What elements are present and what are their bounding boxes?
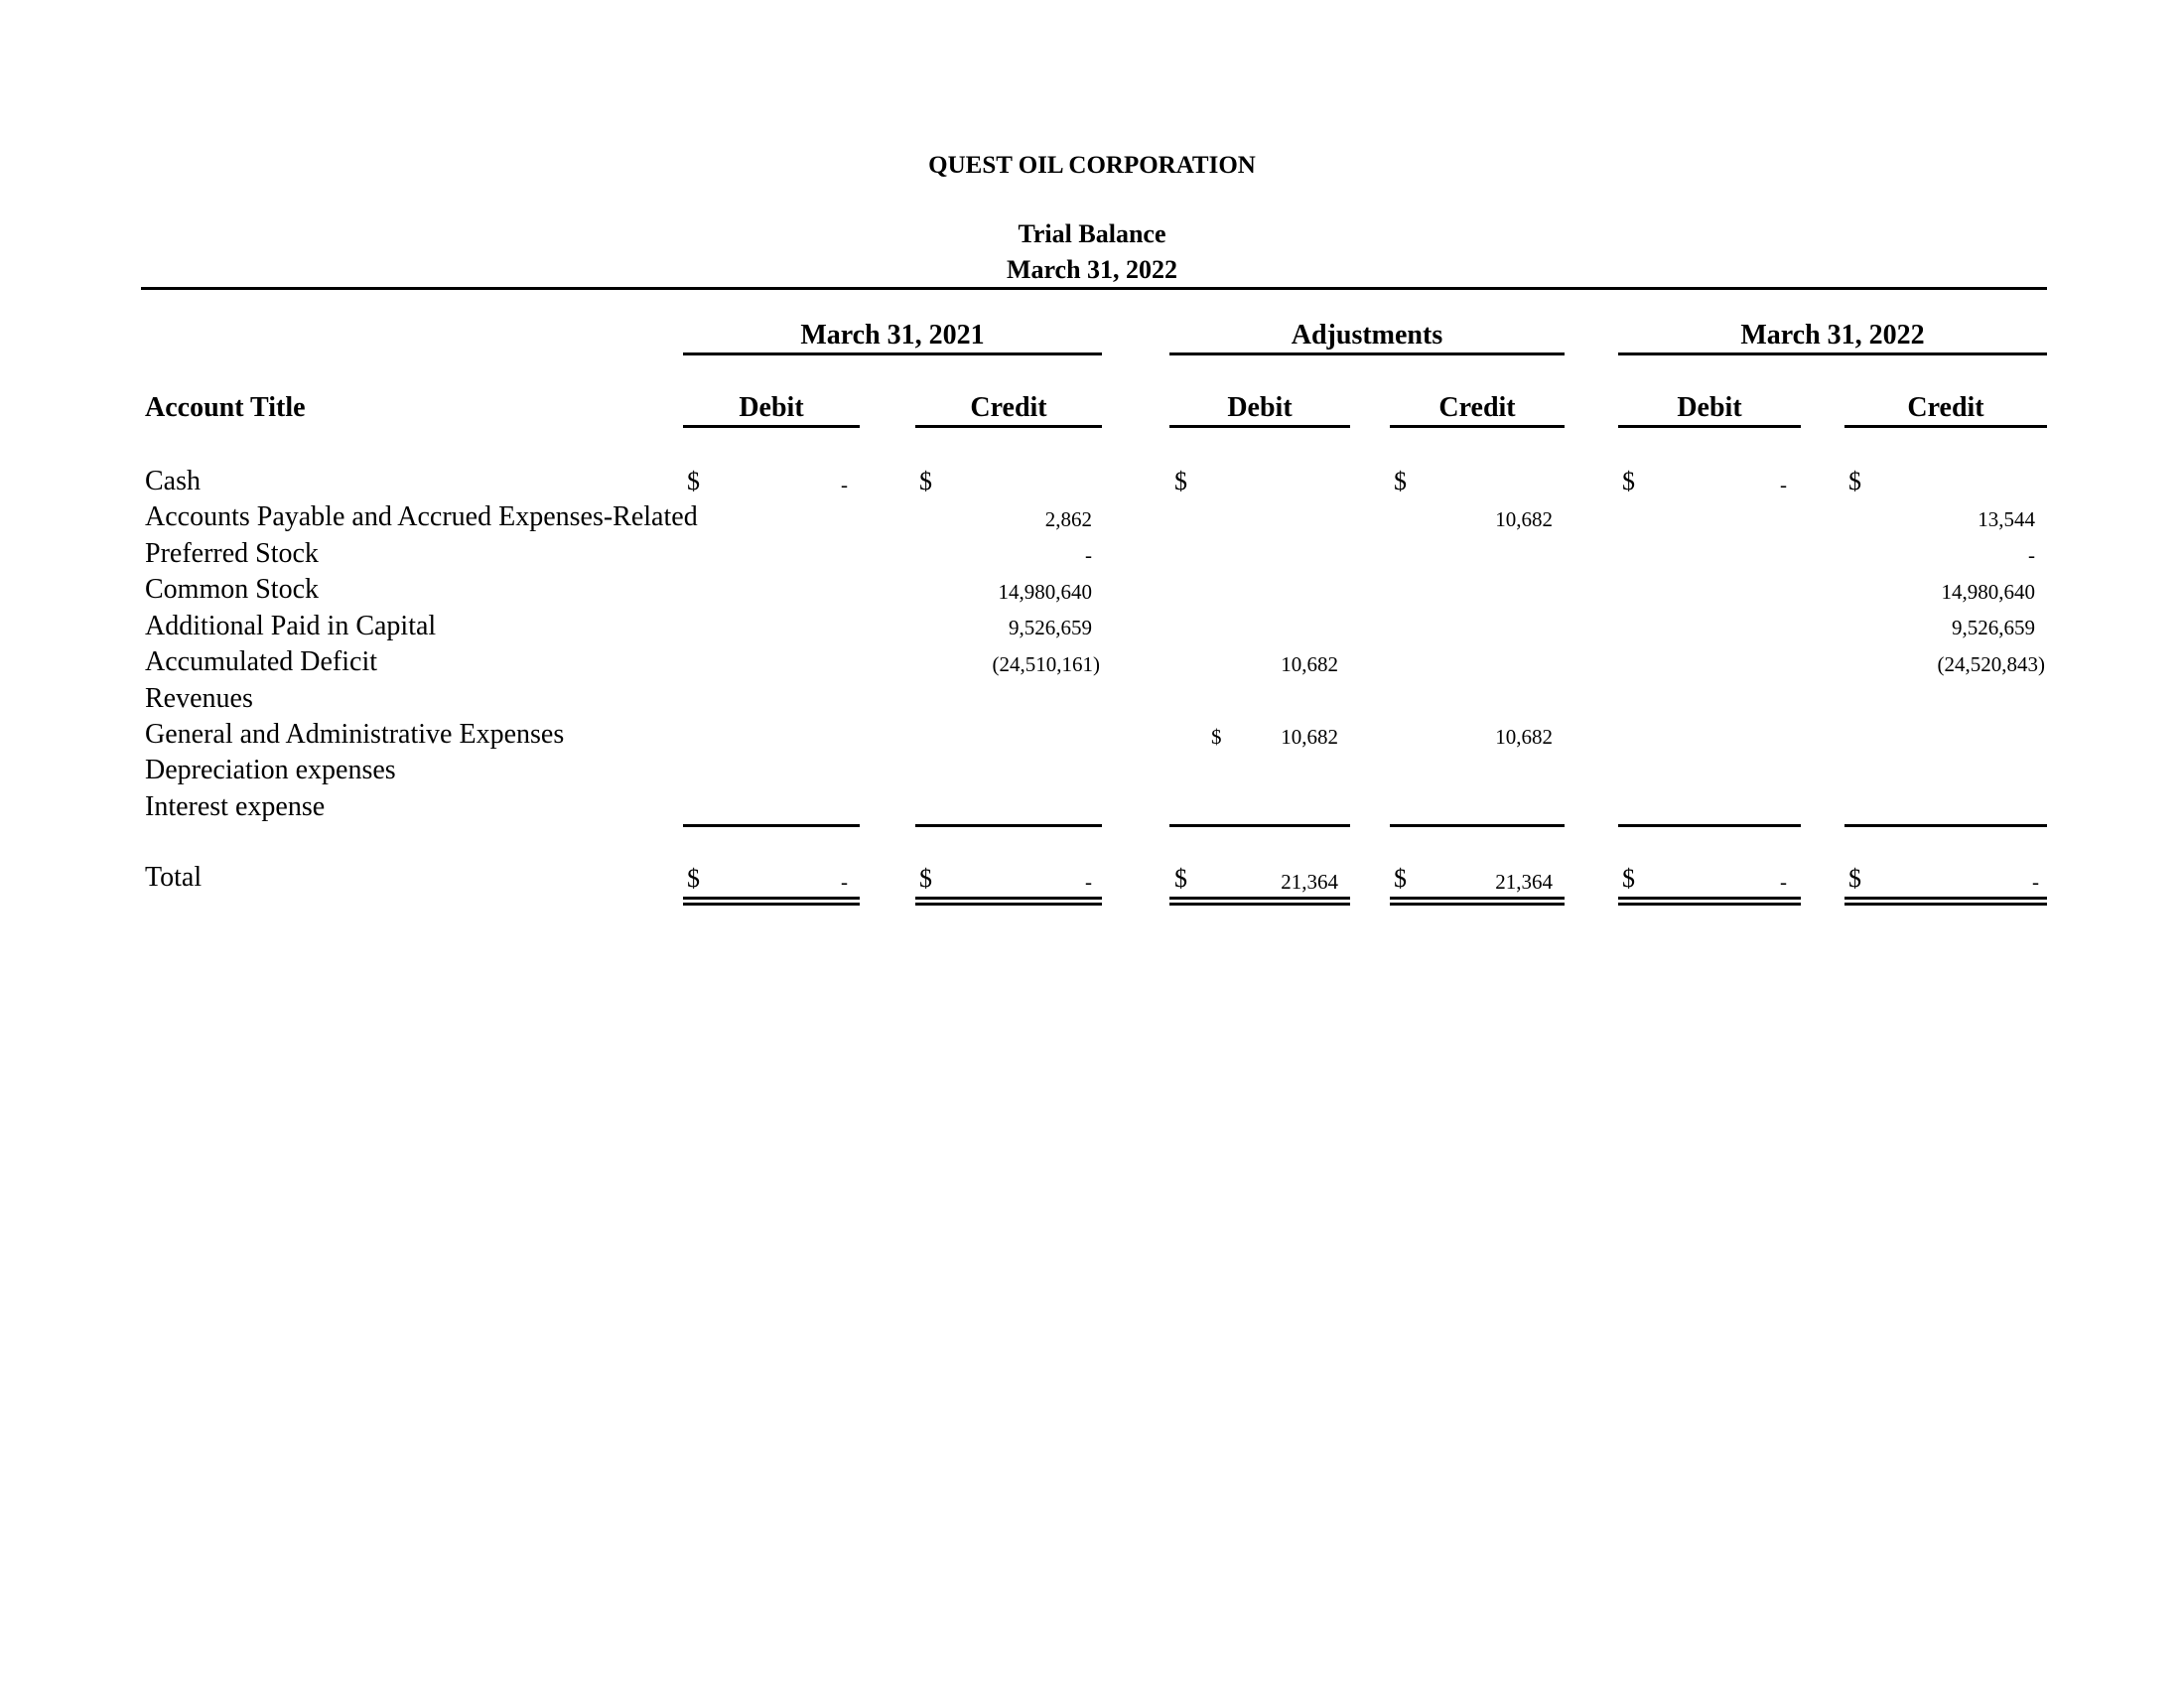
amount-cell: 10,682 <box>1495 725 1553 749</box>
total-double-rule <box>915 903 1102 906</box>
amount-cell: - <box>1780 473 1787 496</box>
amount-cell: 9,526,659 <box>1952 616 2035 639</box>
currency-symbol: $ <box>1848 864 1861 893</box>
account-label: Additional Paid in Capital <box>145 611 437 641</box>
subtotal-rule <box>1844 824 2047 827</box>
currency-symbol: $ <box>1394 467 1407 495</box>
account-label: Accumulated Deficit <box>145 646 378 677</box>
subtotal-rule <box>915 824 1102 827</box>
col-underline <box>683 425 860 428</box>
amount-cell: 14,980,640 <box>998 580 1092 604</box>
total-double-rule <box>1390 897 1565 900</box>
total-cell: - <box>1085 870 1092 894</box>
col-underline <box>1390 425 1565 428</box>
group-underline-march-2021 <box>683 352 1102 355</box>
account-label: Interest expense <box>145 791 326 822</box>
total-double-rule <box>1169 903 1350 906</box>
currency-symbol: $ <box>919 467 932 495</box>
amount-cell: - <box>1085 543 1092 567</box>
total-label: Total <box>145 862 203 893</box>
total-cell: - <box>1780 870 1787 894</box>
total-double-rule <box>1618 903 1801 906</box>
col-underline <box>1618 425 1801 428</box>
currency-symbol: $ <box>687 467 700 495</box>
col-underline <box>1844 425 2047 428</box>
amount-cell: 10,682 <box>1495 507 1553 531</box>
col-underline <box>1169 425 1350 428</box>
currency-symbol: $ <box>1622 864 1635 893</box>
account-label: Cash <box>145 466 201 496</box>
col-header-debit: Debit <box>1227 392 1293 423</box>
currency-symbol: $ <box>1211 725 1222 749</box>
account-label: Common Stock <box>145 574 320 605</box>
account-label: Revenues <box>145 683 253 714</box>
currency-symbol: $ <box>1174 467 1187 495</box>
currency-symbol: $ <box>1848 467 1861 495</box>
account-title-header: Account Title <box>145 392 306 423</box>
col-header-credit: Credit <box>970 392 1047 423</box>
group-underline-adjustments <box>1169 352 1565 355</box>
col-header-debit: Debit <box>739 392 804 423</box>
currency-symbol: $ <box>1394 864 1407 893</box>
total-double-rule <box>1618 897 1801 900</box>
col-header-debit: Debit <box>1677 392 1742 423</box>
account-label: Preferred Stock <box>145 538 319 569</box>
amount-cell: - <box>841 473 848 496</box>
group-header-adjustments: Adjustments <box>1291 320 1443 351</box>
amount-cell: (24,510,161) <box>992 652 1100 676</box>
subtotal-rule <box>1618 824 1801 827</box>
amount-cell: 13,544 <box>1978 507 2035 531</box>
total-cell: 21,364 <box>1495 870 1553 894</box>
subtotal-rule <box>1169 824 1350 827</box>
total-double-rule <box>1844 903 2047 906</box>
amount-cell: (24,520,843) <box>1937 652 2045 676</box>
currency-symbol: $ <box>1622 467 1635 495</box>
subtotal-rule <box>1390 824 1565 827</box>
account-label: Depreciation expenses <box>145 755 396 785</box>
col-header-credit: Credit <box>1438 392 1516 423</box>
currency-symbol: $ <box>919 864 932 893</box>
total-double-rule <box>915 897 1102 900</box>
amount-cell: - <box>2028 543 2035 567</box>
account-label: Accounts Payable and Accrued Expenses-Related <box>145 501 698 532</box>
total-double-rule <box>1390 903 1565 906</box>
amount-cell: 14,980,640 <box>1941 580 2035 604</box>
amount-cell: 2,862 <box>1044 507 1092 531</box>
group-header-march-2021: March 31, 2021 <box>800 320 985 351</box>
report-title: Trial Balance <box>1018 219 1166 248</box>
total-double-rule <box>683 903 860 906</box>
top-rule <box>141 287 2047 290</box>
report-date: March 31, 2022 <box>1006 255 1178 284</box>
total-double-rule <box>1169 897 1350 900</box>
subtotal-rule <box>683 824 860 827</box>
total-double-rule <box>1844 897 2047 900</box>
account-label: General and Administrative Expenses <box>145 719 565 750</box>
col-underline <box>915 425 1102 428</box>
group-header-march-2022: March 31, 2022 <box>1740 320 1925 351</box>
total-cell: 21,364 <box>1281 870 1338 894</box>
currency-symbol: $ <box>1174 864 1187 893</box>
group-underline-march-2022 <box>1618 352 2047 355</box>
total-cell: - <box>2032 870 2039 894</box>
amount-cell: 10,682 <box>1281 652 1338 676</box>
total-cell: - <box>841 870 848 894</box>
amount-cell: 9,526,659 <box>1009 616 1092 639</box>
total-double-rule <box>683 897 860 900</box>
currency-symbol: $ <box>687 864 700 893</box>
company-name: QUEST OIL CORPORATION <box>928 152 1256 179</box>
col-header-credit: Credit <box>1907 392 1984 423</box>
amount-cell: 10,682 <box>1281 725 1338 749</box>
